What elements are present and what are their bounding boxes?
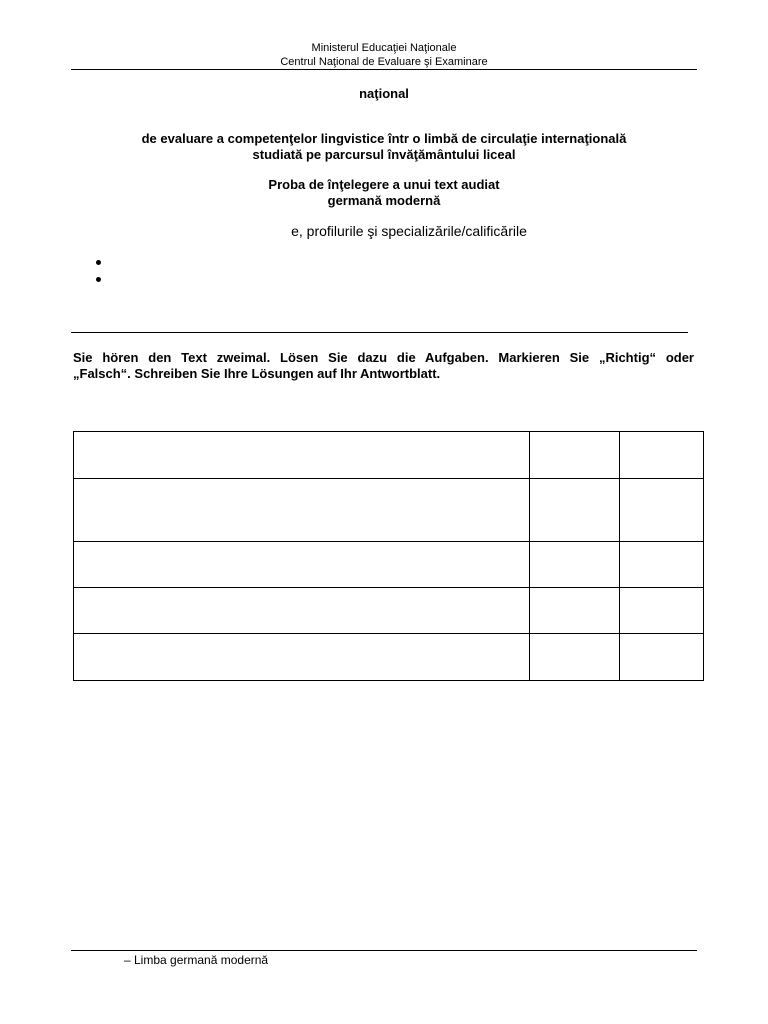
richtig-cell (530, 634, 620, 681)
table-row (74, 542, 704, 588)
title-line-limba: germană modernă (327, 193, 441, 208)
title-line-profiluri: e, profilurile şi specializările/calificările (291, 223, 527, 239)
bullet-marker (96, 260, 101, 265)
section-divider (71, 332, 688, 333)
bullet-marker (96, 277, 101, 282)
header-divider (71, 69, 697, 70)
table-row (74, 479, 704, 542)
falsch-cell (620, 588, 704, 634)
statement-cell (74, 588, 530, 634)
title-line-studiata: studiată pe parcursul învăţământului liceal (252, 147, 516, 162)
title-line-evaluare: de evaluare a competenţelor lingvistice într o limbă de circulaţie internaţională (141, 131, 627, 146)
header-center: Centrul Naţional de Evaluare şi Examinare (280, 56, 488, 68)
falsch-cell (620, 479, 704, 542)
falsch-cell (620, 542, 704, 588)
instructions (73, 350, 694, 382)
title-line-proba: Proba de înţelegere a unui text audiat (268, 177, 500, 192)
richtig-cell (530, 588, 620, 634)
statement-cell (74, 432, 530, 479)
instructions-line-2: „Falsch“. Schreiben Sie Ihre Lösungen auf Ihr Antwortblatt. (73, 366, 441, 381)
footer-divider (71, 950, 697, 951)
statement-cell (74, 542, 530, 588)
falsch-cell (620, 432, 704, 479)
title-line-national: naţional (359, 86, 409, 101)
header-ministry: Ministerul Educaţiei Naţionale (311, 42, 457, 54)
table-row (74, 588, 704, 634)
table-row (74, 432, 704, 479)
statement-cell (74, 479, 530, 542)
footer-text: – Limba germană modernă (124, 953, 269, 967)
richtig-cell (530, 542, 620, 588)
richtig-cell (530, 479, 620, 542)
answer-table (73, 431, 704, 681)
richtig-cell (530, 432, 620, 479)
instructions-line-1: Sie hören den Text zweimal. Lösen Sie dazu die Aufgaben. Markieren Sie „Richtig“ oder (73, 350, 694, 365)
falsch-cell (620, 634, 704, 681)
statement-cell (74, 634, 530, 681)
table-row (74, 634, 704, 681)
